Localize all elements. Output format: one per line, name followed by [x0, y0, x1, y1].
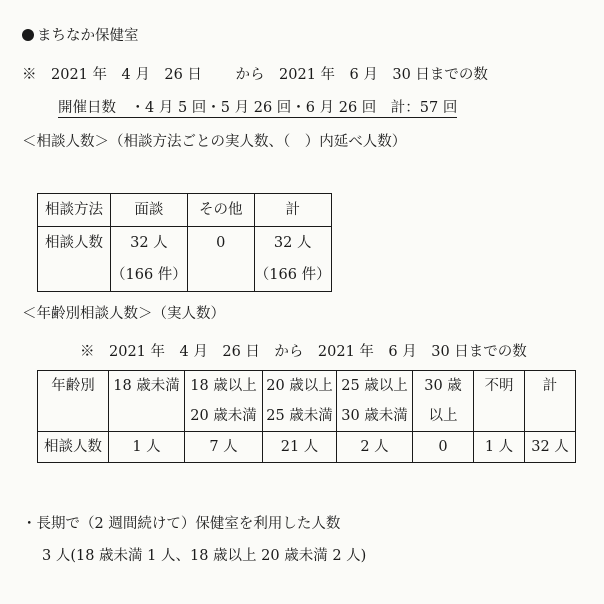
value-cell: 1 人 — [474, 432, 525, 463]
col-header: 18 歳以上 20 歳未満 — [185, 371, 263, 432]
value-cell: 0 — [413, 432, 474, 463]
value-cell: 1 人 — [109, 432, 185, 463]
col-header: 計 — [525, 371, 576, 432]
table-row — [38, 432, 576, 463]
total-count: 32 人 （166 件） — [254, 227, 331, 292]
page-title: まちなか保健室 — [22, 26, 139, 46]
bullet-icon — [22, 29, 34, 41]
age-period-line: ※ 2021 年 4 月 26 日 から 2021 年 6 月 30 日までの数 — [80, 344, 527, 360]
col-header: 30 歳 以上 — [413, 371, 474, 432]
row-label: 相談人数 — [38, 432, 109, 463]
col-header: その他 — [187, 194, 254, 227]
col-header: 25 歳以上 30 歳未満 — [337, 371, 413, 432]
value-cell: 32 人 — [525, 432, 576, 463]
col-header: 計 — [254, 194, 331, 227]
age-heading: ＜年齢別相談人数＞（実人数） — [22, 306, 225, 322]
other-count: 0 — [187, 227, 254, 292]
value-cell: 7 人 — [185, 432, 263, 463]
col-header: 20 歳以上 25 歳未満 — [263, 371, 337, 432]
long-term-line: ・長期で（2 週間続けて）保健室を利用した人数 — [22, 516, 341, 532]
row-label: 相談人数 — [38, 227, 111, 292]
face-count: 32 人 （166 件） — [111, 227, 188, 292]
table-row — [38, 227, 332, 292]
col-header: 年齢別 — [38, 371, 109, 432]
value-cell: 2 人 — [337, 432, 413, 463]
value-cell: 21 人 — [263, 432, 337, 463]
long-term-detail: 3 人(18 歳未満 1 人、18 歳以上 20 歳未満 2 人) — [42, 548, 367, 564]
col-header: 面談 — [111, 194, 188, 227]
period-line: ※ 2021 年 4 月 26 日 から 2021 年 6 月 30 日までの数 — [22, 67, 488, 83]
event-days: 開催日数 ・4 月 5 回・5 月 26 回・6 月 26 回 計：57 回 — [58, 100, 458, 116]
age-table — [37, 370, 576, 463]
col-header: 相談方法 — [38, 194, 111, 227]
table-row — [38, 371, 576, 432]
consult-heading: ＜相談人数＞（相談方法ごとの実人数、（ ）内延べ人数） — [22, 134, 407, 150]
consult-table — [37, 193, 332, 292]
col-header: 不明 — [474, 371, 525, 432]
table-row — [38, 194, 332, 227]
col-header: 18 歳未満 — [109, 371, 185, 432]
